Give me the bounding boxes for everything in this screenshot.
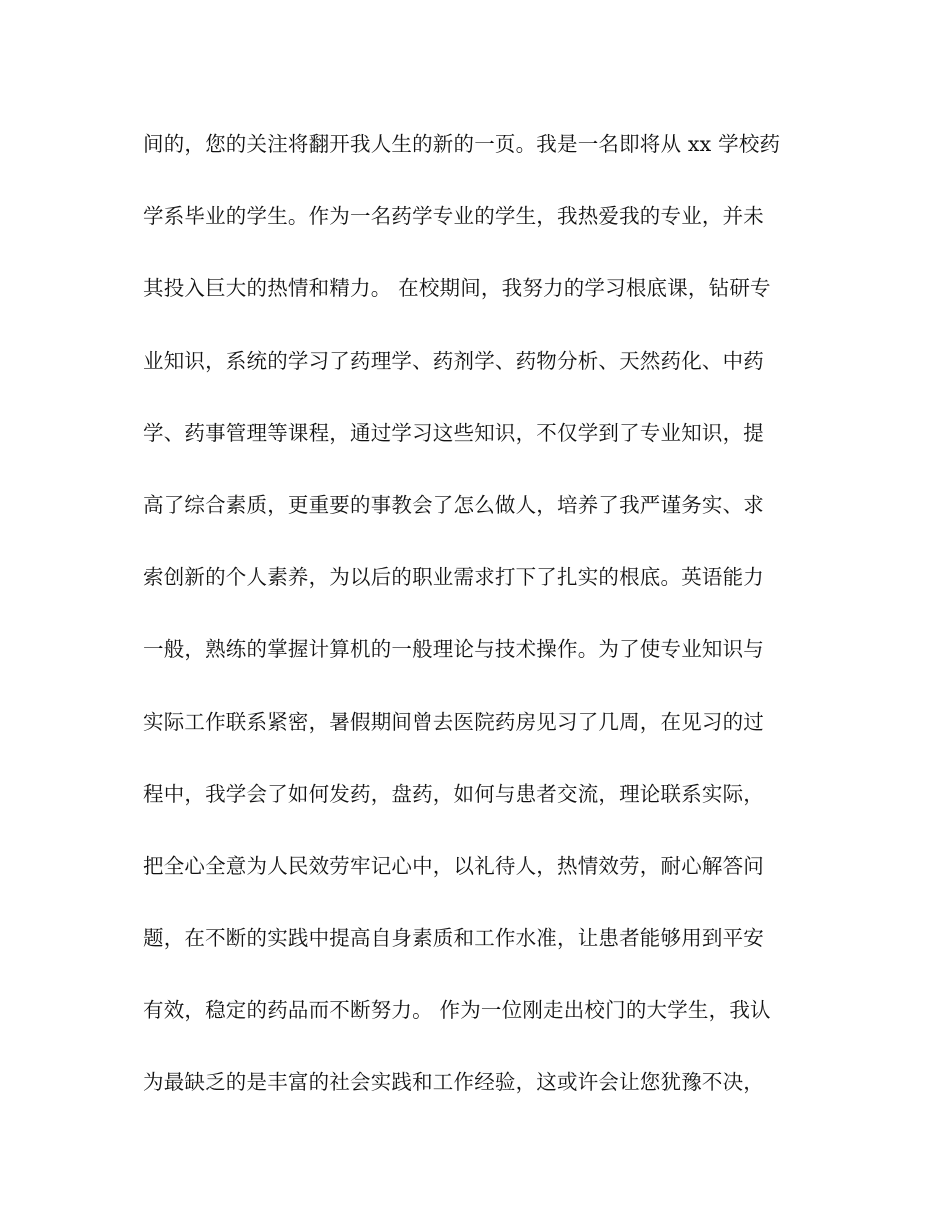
text-line: 间的，您的关注将翻开我人生的新的一页。我是一名即将从 xx 学校药 — [143, 132, 781, 156]
text-line: 其投入巨大的热情和精力。 在校期间，我努力的学习根底课，钻研专 — [143, 276, 771, 301]
text-line: 一般，熟练的掌握计算机的一般理论与技术操作。为了使专业知识与 — [143, 637, 764, 662]
body-paragraph — [143, 124, 823, 1135]
text-line: 程中，我学会了如何发药，盘药，如何与患者交流，理论联系实际， — [143, 781, 764, 806]
text-line: 实际工作联系紧密，暑假期间曾去医院药房见习了几周，在见习的过 — [143, 709, 764, 734]
text-line: 业知识，系统的学习了药理学、药剂学、药物分析、天然药化、中药 — [143, 348, 764, 373]
text-line: 题，在不断的实践中提高自身素质和工作水准，让患者能够用到平安 — [143, 926, 764, 951]
text-line: 高了综合素质，更重要的事教会了怎么做人，培养了我严谨务实、求 — [143, 492, 764, 517]
text-line: 把全心全意为人民效劳牢记心中，以礼待人，热情效劳，耐心解答问 — [143, 853, 764, 878]
text-line: 索创新的个人素养，为以后的职业需求打下了扎实的根底。英语能力 — [143, 565, 764, 590]
text-line: 学、药事管理等课程，通过学习这些知识，不仅学到了专业知识，提 — [143, 420, 764, 445]
text-line: 为最缺乏的是丰富的社会实践和工作经验，这或许会让您犹豫不决， — [143, 1070, 764, 1095]
text-line: 学系毕业的学生。作为一名药学专业的学生，我热爱我的专业，并未 — [143, 204, 764, 229]
text-line: 有效，稳定的药品而不断努力。 作为一位刚走出校门的大学生，我认 — [143, 998, 771, 1023]
